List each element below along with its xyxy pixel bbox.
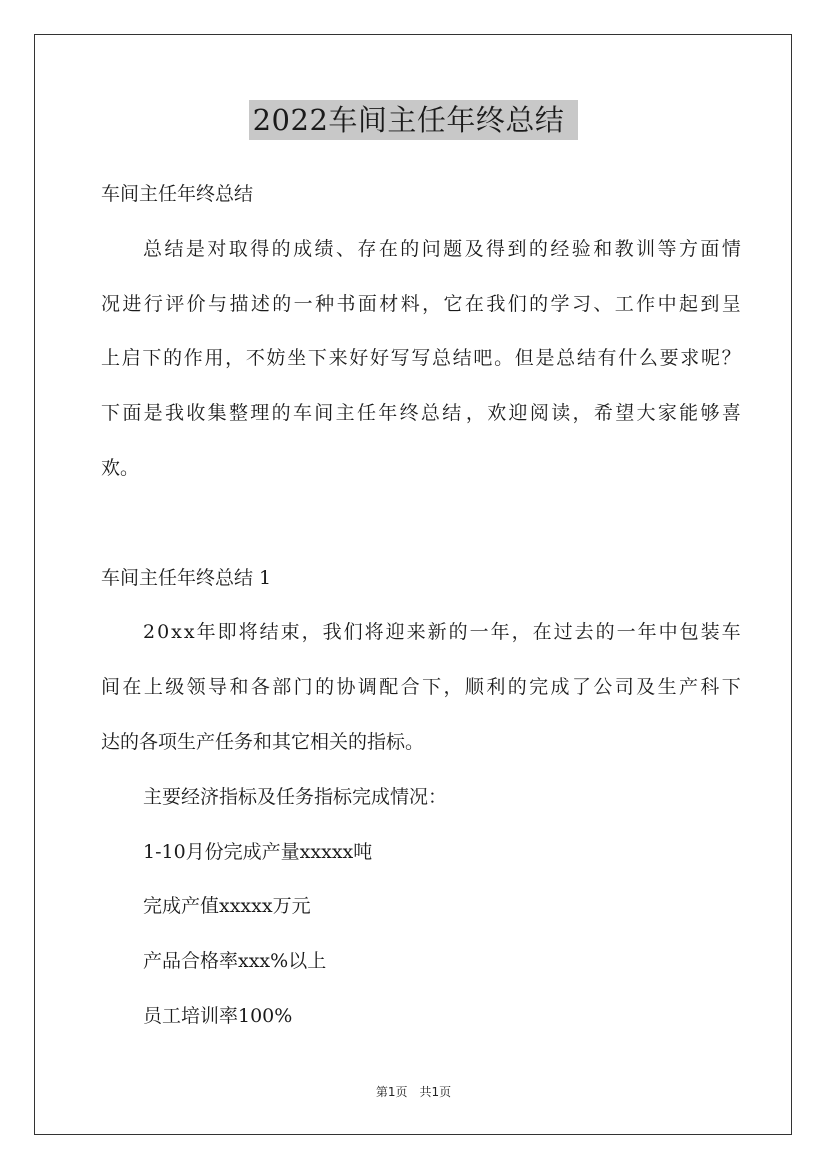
intro-line: 况 进 行 评 价 与 描 述 的 一 种 书 面 材 料 ， 它 在 我 们 的 学 习 、 工 作 中 起 到 呈 [101,292,741,315]
intro-line: 下 面 是 我 收 集 整 理 的 车 间 主 任 年 终 总 结 ， 欢 迎 阅 读 ， 希 望 大 家 能 够 喜 [101,402,741,425]
page-footer: 第1页 共1页 [375,1085,452,1099]
paragraph-gap [101,501,741,556]
intro-heading: 车间主任年终总结 [101,183,254,205]
intro-line: 总 结 是 对 取 得 的 成 绩 、 存 在 的 问 题 及 得 到 的 经 验 和 教 训 等 方 面 情 [143,237,741,260]
section-line: 达的各项生产任务和其它相关的指标。 [101,730,425,753]
indicator-item: 完成产值xxxxx万元 [143,895,311,918]
section-heading: 车间主任年终总结 1 [101,566,272,589]
section-line: 间 在 上 级 领 导 和 各 部 门 的 协 调 配 合 下 ， 顺 利 的 完 成 了 公 司 及 生 产 科 下 [101,676,741,699]
intro-line: 欢。 [101,456,140,479]
indicators-heading: 主要经济指标及任务指标完成情况： [143,785,448,808]
indicator-item: 1-10月份完成产量xxxxx吨 [143,840,373,863]
title-container [0,100,827,140]
document-body [101,172,741,1049]
indicator-item: 员工培训率100% [143,1004,293,1027]
document-title: 2022车间主任年终总结 [249,100,579,140]
indicator-item: 产品合格率xxx%以上 [143,950,327,973]
intro-line: 上 启 下 的 作 用 ， 不 妨 坐 下 来 好 好 写 写 总 结 吧 。 但 是 总 结 有 什 么 要 求 呢 ？ [101,347,741,370]
section-line: 2 0 x x 年 即 将 结 束 ， 我 们 将 迎 来 新 的 一 年 ， 在 过 去 的 一 年 中 包 装 车 [143,621,741,644]
